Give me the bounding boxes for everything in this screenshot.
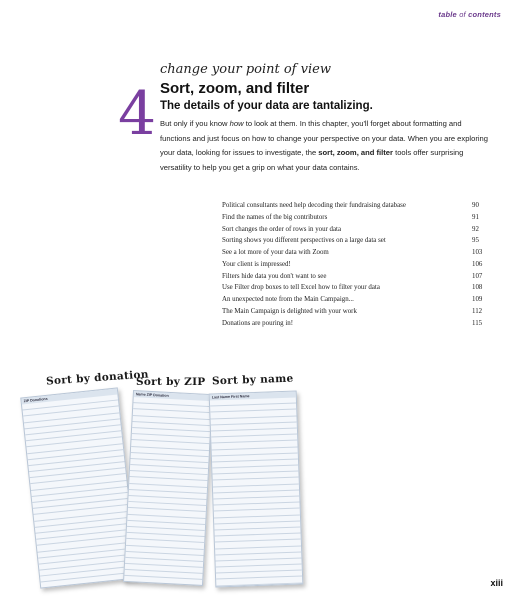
- toc-entry[interactable]: [222, 200, 492, 212]
- toc-entry-page: 108: [472, 284, 483, 292]
- toc-entry-page: 106: [472, 260, 483, 268]
- toc-entry-page: 92: [472, 225, 479, 233]
- toc-entry-title: Use Filter drop boxes to tell Excel how to filter your data: [222, 284, 380, 292]
- intro-paragraph: But only if you know how to look at them. In this chapter, you'll forget about formatting and functions and just focus on how to change your perspective on your data. When you are exploring your data, looking for issues to investigate, the sort, zoom, and filter tools offer surprising versatility to help you get a grip on what your data contains.: [160, 119, 488, 172]
- toc-entry-title: Filters hide data you don't want to see: [222, 272, 327, 280]
- toc-entry[interactable]: [222, 259, 492, 271]
- toc-entry[interactable]: [222, 282, 492, 294]
- toc-entry[interactable]: [222, 294, 492, 306]
- toc-entry-title: Donations are pouring in!: [222, 319, 293, 327]
- toc-entry[interactable]: [222, 235, 492, 247]
- page-number: xiii: [490, 578, 503, 588]
- toc-entry-title: Sort changes the order of rows in your data: [222, 225, 342, 233]
- spreadsheet-sorted-by-zip: Name ZIP Donation: [123, 390, 213, 586]
- toc-entry-page: 90: [472, 202, 479, 209]
- toc-entry-page: 115: [472, 319, 483, 327]
- chapter-kicker: change your point of view: [160, 62, 331, 77]
- toc-entry-page: 91: [472, 213, 479, 221]
- spreadsheet-sorted-by-name: Last Name First Name: [209, 391, 304, 588]
- toc-entry[interactable]: [222, 306, 492, 318]
- toc-entry-title: See a lot more of your data with Zoom: [222, 249, 329, 256]
- toc-entry[interactable]: [222, 224, 492, 236]
- table-of-contents-header: table of contents: [438, 10, 501, 19]
- toc-entry[interactable]: [222, 318, 492, 330]
- toc-entry-page: 109: [472, 296, 483, 303]
- toc-entry-page: 103: [472, 249, 483, 256]
- label-sort-by-donation: Sort by donation: [45, 368, 150, 388]
- toc-entry-title: The Main Campaign is delighted with your work: [222, 307, 357, 315]
- chapter-title: Sort, zoom, and filter: [160, 80, 310, 97]
- toc-entry-title: Political consultants need help decoding their fundraising database: [222, 202, 406, 209]
- label-sort-by-name: Sort by name: [211, 372, 294, 388]
- toc-entry-page: 107: [472, 272, 483, 280]
- toc-entry-title: Find the names of the big contributors: [222, 213, 328, 221]
- toc-entry-title: An unexpected note from the Main Campaign...: [222, 296, 354, 303]
- toc-entry-page: 112: [472, 307, 483, 315]
- toc-entry-title: Sorting shows you different perspectives on a large data set: [222, 237, 386, 245]
- intro-heading: The details of your data are tantalizing.: [160, 100, 373, 112]
- toc-entry[interactable]: [222, 247, 492, 259]
- toc-list: [222, 200, 492, 329]
- chapter-number: 4: [118, 79, 157, 149]
- toc-entry[interactable]: [222, 271, 492, 283]
- toc-entry-title: Your client is impressed!: [222, 260, 291, 268]
- toc-entry-page: 95: [472, 237, 479, 245]
- spreadsheet-sorted-by-donation: ZIP Donations: [20, 387, 138, 588]
- label-sort-by-zip: Sort by ZIP: [136, 376, 206, 388]
- toc-entry[interactable]: [222, 212, 492, 224]
